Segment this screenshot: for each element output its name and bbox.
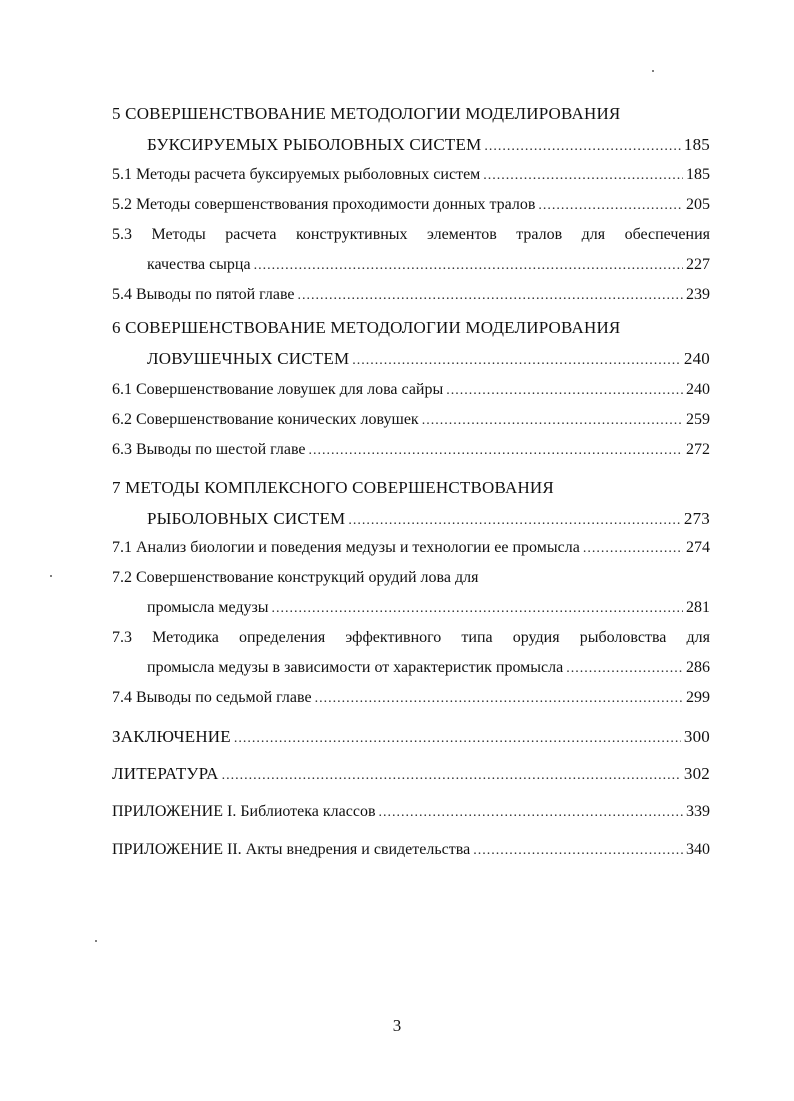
page-number: 3 xyxy=(392,1016,402,1035)
scan-speck xyxy=(652,70,654,72)
leader-dots xyxy=(298,286,683,306)
page-ref: 240 xyxy=(686,381,710,398)
toc-section-6-2[interactable]: 6.2 Совершенствование конических ловушек ..... 259 xyxy=(112,410,710,431)
page-ref: 300 xyxy=(683,727,710,746)
leader-dots xyxy=(315,689,683,709)
toc-chapter-5[interactable]: БУКСИРУЕМЫХ РЫБОЛОВНЫХ СИСТЕМ ..... 185 xyxy=(147,135,710,157)
toc-section-7-1[interactable]: 7.1 Анализ биологии и поведения медузы и технологии ее промысла ..... 274 xyxy=(112,538,710,559)
page-ref: 340 xyxy=(686,841,710,858)
page-ref: 299 xyxy=(686,689,710,706)
toc-chapter-6-title-line1: 6 СОВЕРШЕНСТВОВАНИЕ МЕТОДОЛОГИИ МОДЕЛИРОВАНИЯ xyxy=(112,318,621,337)
scan-speck xyxy=(50,575,52,577)
toc-section-6-1[interactable]: 6.1 Совершенствование ловушек для лова сайры ..... 240 xyxy=(112,380,710,401)
leader-dots xyxy=(254,256,683,276)
toc-chapter-7[interactable]: РЫБОЛОВНЫХ СИСТЕМ ..... 273 xyxy=(147,509,710,531)
toc-section-7-2-line1[interactable]: 7.2 Совершенствование конструкций орудий лова для xyxy=(112,569,479,586)
scan-speck xyxy=(95,940,97,942)
leader-dots xyxy=(583,539,683,559)
page-ref: 185 xyxy=(683,135,710,154)
toc-section-7-2[interactable]: промысла медузы ..... 281 xyxy=(147,598,710,619)
toc-section-5-3-line1[interactable]: 5.3 Методы расчета конструктивных элементов тралов для обеспечения xyxy=(112,226,710,243)
toc-chapter-7-title-line1: 7 МЕТОДЫ КОМПЛЕКСНОГО СОВЕРШЕНСТВОВАНИЯ xyxy=(112,478,554,497)
leader-dots xyxy=(483,166,683,186)
toc-appendix-2[interactable]: ПРИЛОЖЕНИЕ II. Акты внедрения и свидетельства ..... 340 xyxy=(112,840,710,861)
page-ref: 259 xyxy=(686,411,710,428)
toc-conclusion[interactable]: ЗАКЛЮЧЕНИЕ ..... 300 xyxy=(112,727,710,749)
page-ref: 273 xyxy=(683,509,710,528)
leader-dots xyxy=(309,441,683,461)
page-ref: 339 xyxy=(686,803,710,820)
page-ref: 286 xyxy=(686,659,710,676)
toc-section-5-2[interactable]: 5.2 Методы совершенствования проходимости донных тралов ..... 205 xyxy=(112,195,710,216)
page-ref: 239 xyxy=(686,286,710,303)
page-ref: 272 xyxy=(686,441,710,458)
leader-dots xyxy=(538,196,683,216)
page-ref: 281 xyxy=(686,599,710,616)
leader-dots xyxy=(234,729,681,749)
leader-dots xyxy=(446,381,683,401)
leader-dots xyxy=(379,803,683,823)
page-ref: 302 xyxy=(683,764,710,783)
page-ref: 240 xyxy=(683,349,710,368)
leader-dots xyxy=(222,766,681,786)
toc-literature[interactable]: ЛИТЕРАТУРА ..... 302 xyxy=(112,764,710,786)
toc-chapter-5-title-line1: 5 СОВЕРШЕНСТВОВАНИЕ МЕТОДОЛОГИИ МОДЕЛИРОВАНИЯ xyxy=(112,104,621,123)
toc-section-6-3[interactable]: 6.3 Выводы по шестой главе ..... 272 xyxy=(112,440,710,461)
toc-section-5-1[interactable]: 5.1 Методы расчета буксируемых рыболовных систем ..... 185 xyxy=(112,165,710,186)
leader-dots xyxy=(484,137,680,157)
toc-section-5-3[interactable]: качества сырца ..... 227 xyxy=(147,255,710,276)
toc-appendix-1[interactable]: ПРИЛОЖЕНИЕ I. Библиотека классов ..... 339 xyxy=(112,802,710,823)
page-ref: 274 xyxy=(686,539,710,556)
leader-dots xyxy=(272,599,683,619)
toc-section-5-4[interactable]: 5.4 Выводы по пятой главе ..... 239 xyxy=(112,285,710,306)
page-ref: 205 xyxy=(686,196,710,213)
toc-section-7-4[interactable]: 7.4 Выводы по седьмой главе ..... 299 xyxy=(112,688,710,709)
leader-dots xyxy=(473,841,683,861)
leader-dots xyxy=(348,511,681,531)
toc-section-7-3-line1[interactable]: 7.3 Методика определения эффективного типа орудия рыболовства для xyxy=(112,629,710,646)
leader-dots xyxy=(422,411,683,431)
toc-chapter-6[interactable]: ЛОВУШЕЧНЫХ СИСТЕМ ..... 240 xyxy=(147,349,710,371)
page-ref: 227 xyxy=(686,256,710,273)
leader-dots xyxy=(352,351,681,371)
leader-dots xyxy=(566,659,683,679)
toc-section-7-3[interactable]: промысла медузы в зависимости от характеристик промысла ..... 286 xyxy=(147,658,710,679)
page-ref: 185 xyxy=(686,166,710,183)
